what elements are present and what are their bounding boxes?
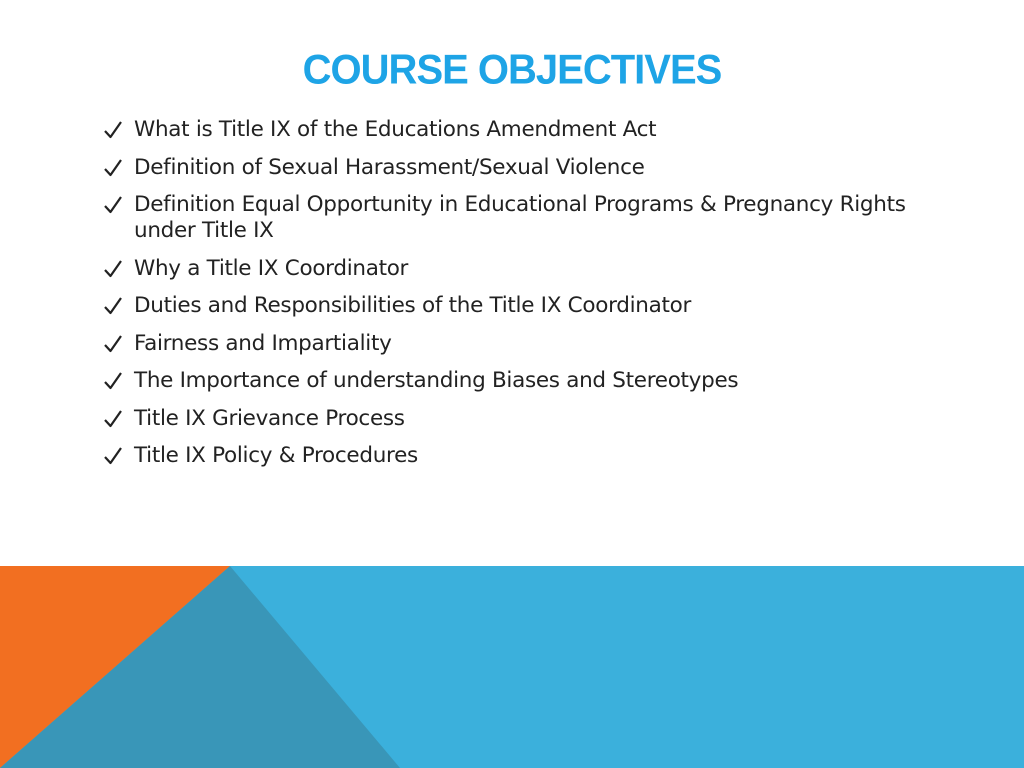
list-item: [100, 293, 920, 319]
objective-text: The Importance of understanding Biases and Stereotypes: [134, 368, 739, 393]
check-icon: [102, 331, 124, 357]
check-icon: [102, 117, 124, 143]
check-icon: [102, 368, 124, 394]
list-item: [100, 256, 920, 282]
objective-text: Fairness and Impartiality: [134, 330, 392, 356]
list-item: [100, 192, 920, 244]
list-item: [100, 406, 920, 432]
check-icon: [102, 192, 124, 218]
check-icon: [102, 406, 124, 432]
objective-text: Definition of Sexual Harassment/Sexual Violence: [134, 154, 645, 180]
objectives-list: [100, 117, 920, 481]
objective-text: Duties and Responsibilities of the Title IX Coordinator: [134, 293, 691, 318]
objective-text: Title IX Grievance Process: [134, 405, 405, 431]
check-icon: [102, 443, 124, 469]
decorative-footer-band: [0, 566, 1024, 768]
list-item: [100, 155, 920, 181]
list-item: [100, 443, 920, 469]
check-icon: [102, 256, 124, 282]
objective-text: Title IX Policy & Procedures: [134, 443, 418, 468]
check-icon: [102, 293, 124, 319]
list-item: [100, 368, 920, 394]
objective-text: Definition Equal Opportunity in Educational Programs & Pregnancy Rights under Title IX: [134, 192, 906, 243]
check-icon: [102, 155, 124, 181]
list-item: [100, 331, 920, 357]
slide-title: COURSE OBJECTIVES: [302, 46, 722, 94]
objective-text: Why a Title IX Coordinator: [134, 255, 409, 281]
list-item: [100, 117, 920, 143]
objective-text: What is Title IX of the Educations Amendment Act: [134, 117, 657, 142]
